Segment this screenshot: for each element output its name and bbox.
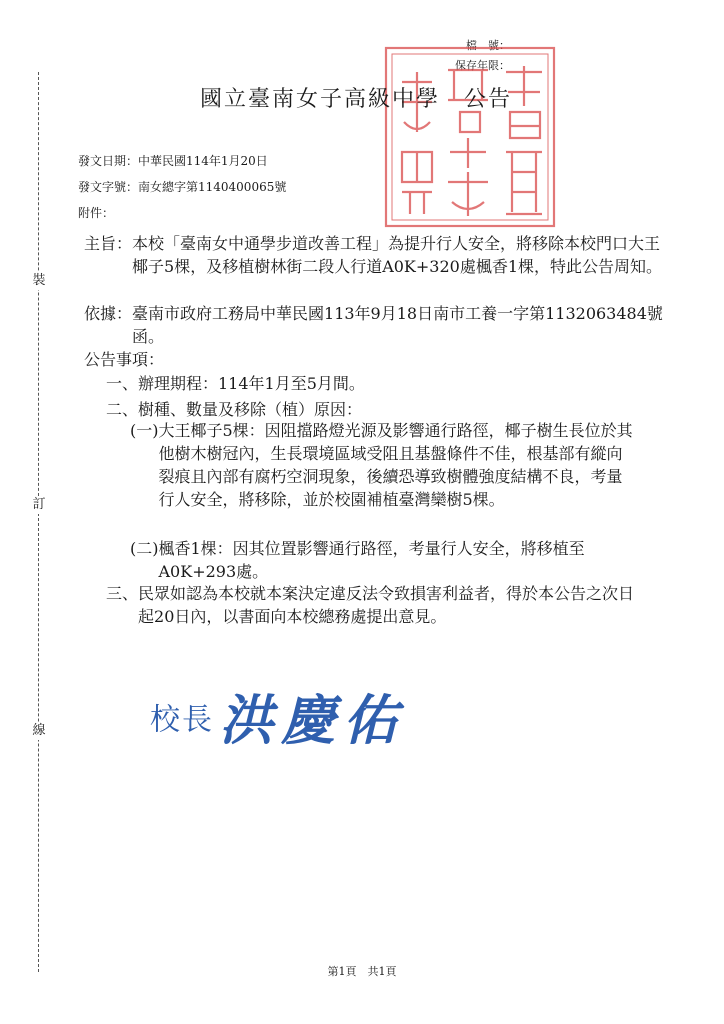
file-number-label: 檔 號： xyxy=(466,39,510,52)
official-seal-stamp xyxy=(380,42,560,232)
notice-item-reasons: 二、樹種、數量及移除（植）原因： xyxy=(106,400,363,419)
subject-section xyxy=(84,232,664,278)
subject-text: 本校「臺南女中通學步道改善工程」為提升行人安全，將移除本校門口大王椰子5棵，及移植樹林街二段人行道A0K+320處楓香1棵，特此公告周知。 xyxy=(132,234,663,276)
retention-label: 保存年限： xyxy=(455,59,510,72)
binding-char-xian: 線 xyxy=(32,723,46,738)
reason-palms-label: (一) xyxy=(130,421,159,440)
notice-item-objection xyxy=(106,582,636,628)
reason-palms xyxy=(130,419,635,511)
binding-line xyxy=(38,72,39,972)
signature-name: 洪慶佑 xyxy=(219,688,406,752)
page-footer: 第1頁 共1頁 xyxy=(327,965,397,978)
basis-label: 依據： xyxy=(84,304,133,323)
principal-signature xyxy=(150,678,405,755)
subject-label: 主旨： xyxy=(84,234,133,253)
basis-text: 臺南市政府工務局中華民國113年9月18日南市工養一字第1132063484號函。 xyxy=(132,304,663,346)
notice-item-objection-text: 民眾如認為本校就本案決定違反法令致損害利益者，得於本公告之次日起20日內，以書面向本校總務處提出意見。 xyxy=(138,584,635,626)
binding-char-zhuang: 裝 xyxy=(32,273,46,288)
issue-date: 發文日期：中華民國114年1月20日 xyxy=(78,154,268,168)
notice-item-objection-label: 三、 xyxy=(106,584,139,603)
basis-section xyxy=(84,302,664,348)
reason-sweetgum xyxy=(130,537,635,583)
notice-heading: 公告事項： xyxy=(84,350,165,369)
signature-title: 校長 xyxy=(150,702,214,738)
page-title: 國立臺南女子高級中學 公告 xyxy=(200,87,513,112)
binding-char-ding: 訂 xyxy=(32,497,46,512)
document-number: 發文字號：南女總字第1140400065號 xyxy=(78,180,287,194)
reason-sweetgum-label: (二) xyxy=(130,539,159,558)
notice-item-schedule: 一、辦理期程：114年1月至5月間。 xyxy=(106,374,365,393)
reason-palms-text: 大王椰子5棵：因阻擋路燈光源及影響通行路徑，椰子樹生長位於其他樹木樹冠內，生長環境區域受阻且基盤條件不佳，根基部有縱向裂痕且內部有腐朽空洞現象，後續恐導致樹體強度結構不良，考量行人安全，將移除，並於校園補植臺灣欒樹5棵。 xyxy=(158,421,633,509)
reason-sweetgum-text: 楓香1棵：因其位置影響通行路徑，考量行人安全，將移植至A0K+293處。 xyxy=(158,539,585,581)
attachment-label: 附件： xyxy=(78,206,115,220)
